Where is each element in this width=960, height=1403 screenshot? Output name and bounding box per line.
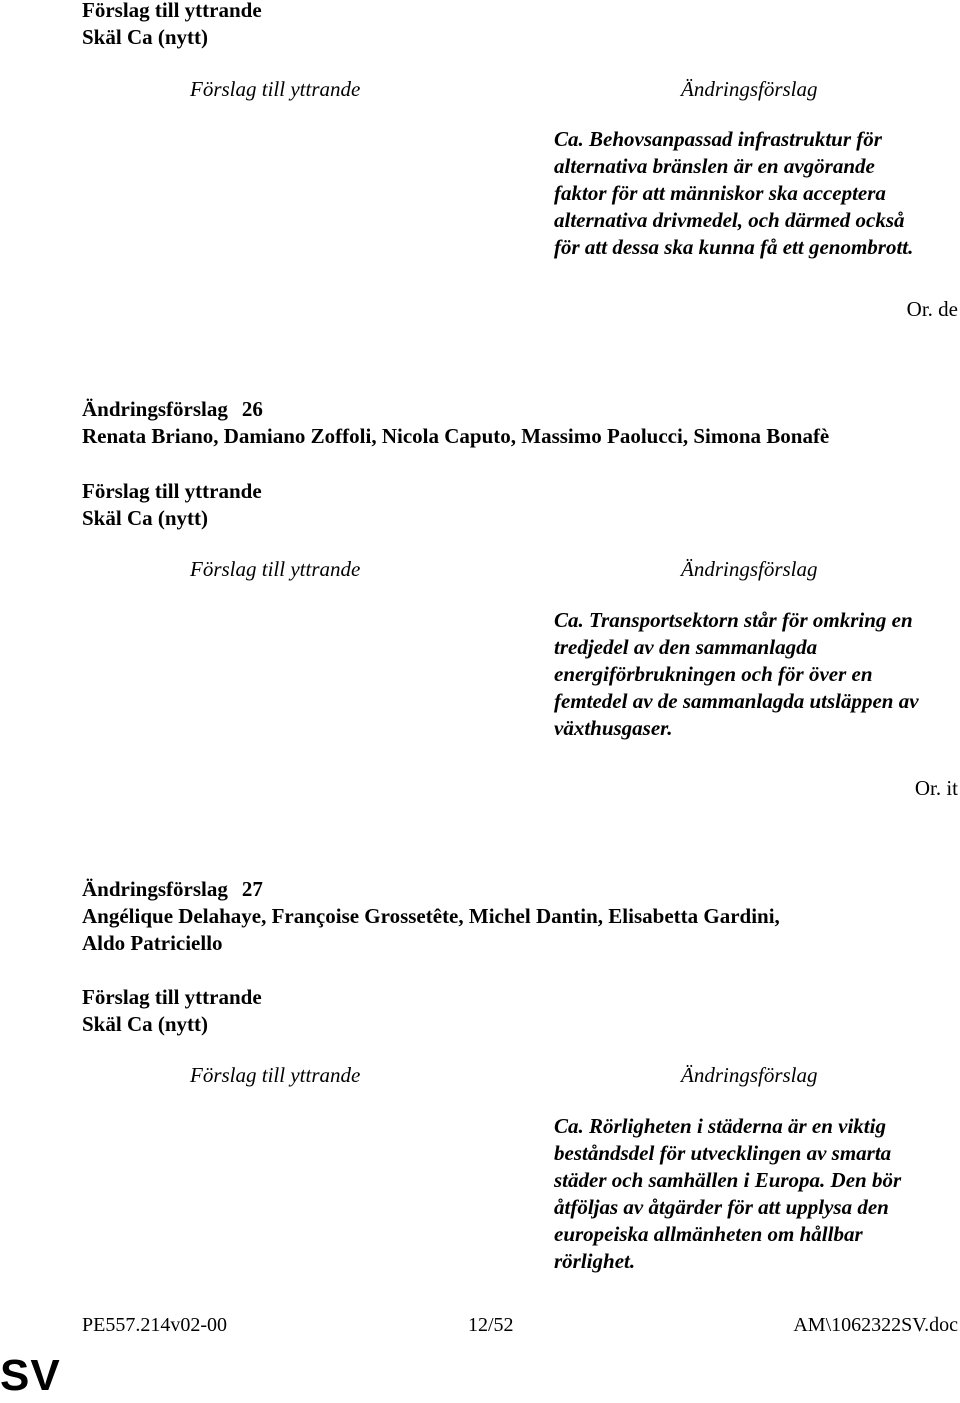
- section-heading: Förslag till yttrande: [82, 985, 262, 1009]
- amendment-text-line: åtföljas av åtgärder för att upplysa den: [554, 1195, 889, 1219]
- language-tag: SV: [0, 1351, 61, 1400]
- amendment-text-line: växthusgaser.: [554, 716, 673, 740]
- amendment-title: [82, 876, 263, 903]
- amendment-text-line: alternativa drivmedel, och därmed också: [554, 208, 905, 232]
- original-language: Or. it: [914, 776, 958, 800]
- amendment-text-line: beståndsdel för utvecklingen av smarta: [554, 1141, 892, 1165]
- amendment-authors: Aldo Patriciello: [82, 931, 223, 955]
- amendment-authors: Angélique Delahaye, Françoise Grossetête, Michel Dantin, Elisabetta Gardini,: [82, 904, 780, 928]
- recital-heading: Skäl Ca (nytt): [82, 506, 209, 530]
- recital-heading: Skäl Ca (nytt): [82, 25, 209, 49]
- amendment-label: Ändringsförslag: [82, 397, 228, 421]
- footer-doc-ref: PE557.214v02-00: [82, 1314, 227, 1336]
- footer-file-name: AM\1062322SV.doc: [793, 1314, 958, 1336]
- column-header-right: Ändringsförslag: [681, 557, 818, 581]
- amendment-text-line: Ca. Transportsektorn står för omkring en: [554, 608, 913, 632]
- column-header-right: Ändringsförslag: [681, 77, 818, 101]
- amendment-authors: Renata Briano, Damiano Zoffoli, Nicola Caputo, Massimo Paolucci, Simona Bonafè: [82, 424, 830, 448]
- column-header-left: Förslag till yttrande: [190, 557, 361, 581]
- section-heading: Förslag till yttrande: [82, 479, 262, 503]
- amendment-text-line: Ca. Rörligheten i städerna är en viktig: [554, 1114, 886, 1138]
- column-header-left: Förslag till yttrande: [190, 77, 361, 101]
- column-header-left: Förslag till yttrande: [190, 1063, 361, 1087]
- amendment-text-line: faktor för att människor ska acceptera: [554, 181, 886, 205]
- amendment-number: 27: [241, 877, 263, 901]
- amendment-text-line: alternativa bränslen är en avgörande: [554, 154, 875, 178]
- amendment-number: 26: [241, 397, 263, 421]
- amendment-text-line: tredjedel av den sammanlagda: [554, 635, 818, 659]
- amendment-text-line: städer och samhällen i Europa. Den bör: [554, 1168, 902, 1192]
- amendment-text-line: Ca. Behovsanpassad infrastruktur för: [554, 127, 882, 151]
- amendment-title: [82, 396, 263, 423]
- amendment-text-line: för att dessa ska kunna få ett genombrott.: [554, 235, 914, 259]
- amendment-text-line: europeiska allmänheten om hållbar: [554, 1222, 863, 1246]
- amendment-text-line: energiförbrukningen och för över en: [554, 662, 873, 686]
- section-heading: Förslag till yttrande: [82, 0, 262, 22]
- amendment-label: Ändringsförslag: [82, 877, 228, 901]
- amendment-text-line: femtedel av de sammanlagda utsläppen av: [554, 689, 919, 713]
- footer-page-number: 12/52: [468, 1314, 514, 1336]
- original-language: Or. de: [906, 297, 958, 321]
- amendment-text-line: rörlighet.: [554, 1249, 636, 1273]
- recital-heading: Skäl Ca (nytt): [82, 1012, 209, 1036]
- column-header-right: Ändringsförslag: [681, 1063, 818, 1087]
